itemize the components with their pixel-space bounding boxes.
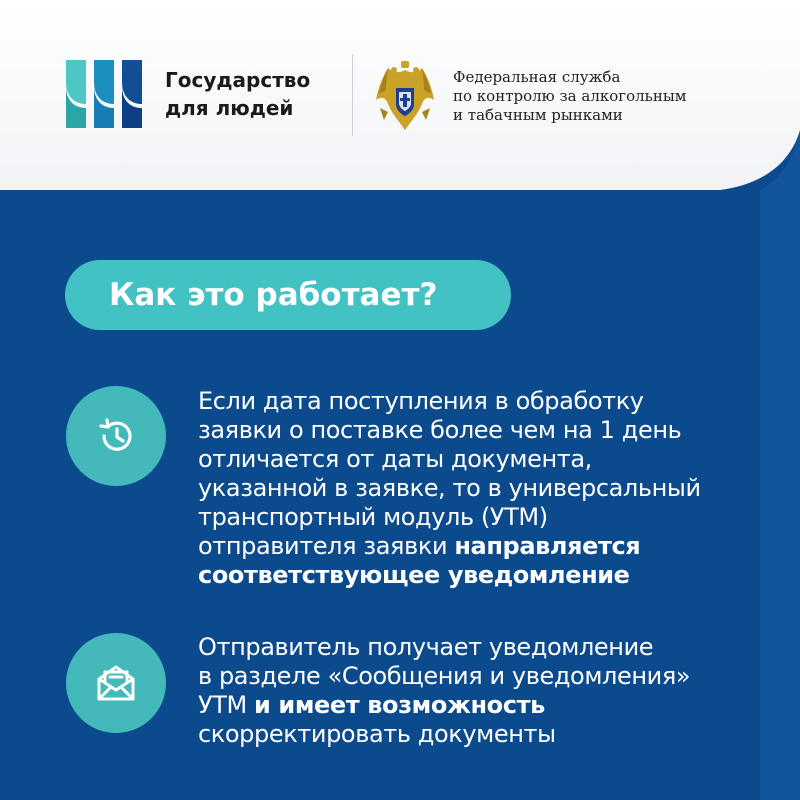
item1-line3: отличается от даты документа,: [198, 445, 592, 473]
item2-line1: Отправитель получает уведомление: [198, 633, 654, 661]
agency-name-line2: по контролю за алкогольным: [453, 87, 687, 105]
logo-divider: [352, 54, 353, 136]
item2-line2: в разделе «Сообщения и уведомления»: [198, 662, 691, 690]
logo-text-line2: для людей: [165, 96, 294, 120]
item2-line3: [198, 691, 690, 720]
item1-icon-circle: [66, 386, 166, 486]
double-headed-eagle-emblem-icon: [374, 60, 436, 132]
gosudarstvo-dlya-lyudey-logo: [64, 60, 144, 130]
item1-line7: [198, 561, 701, 590]
item1-line2: заявки о поставке более чем на 1 день: [198, 416, 682, 444]
agency-name-line3: и табачным рынками: [453, 106, 623, 124]
header: [0, 0, 800, 195]
item1-line6-bold: направляется: [454, 532, 641, 560]
item2-line3-bold: и имеет возможность: [254, 691, 545, 719]
item1-line6-regular: отправителя заявки: [198, 532, 455, 560]
item2-line4: скорректировать документы: [198, 720, 556, 748]
item1-line7-bold: соответствующее уведомление: [198, 561, 630, 589]
logo-text-line1: Государство: [165, 68, 311, 92]
item1-line6: [198, 532, 701, 561]
item2-line3-regular: УТМ: [198, 691, 255, 719]
gosudarstvo-logo-text: [165, 66, 310, 122]
item1-line1: Если дата поступления в обработку: [198, 387, 644, 415]
page-title: Как это работает?: [109, 277, 438, 313]
item1-line4: указанной в заявке, то в универсальный: [198, 474, 701, 502]
item2-icon-circle: [66, 633, 166, 733]
item1-line5: транспортный модуль (УТМ): [198, 503, 548, 531]
agency-name: [453, 68, 686, 125]
agency-name-line1: Федеральная служба: [453, 68, 621, 86]
title-pill: [65, 260, 511, 330]
item2-text: [198, 633, 690, 749]
history-clock-icon: [96, 416, 136, 456]
envelope-document-icon: [96, 663, 136, 703]
item1-text: [198, 387, 701, 590]
